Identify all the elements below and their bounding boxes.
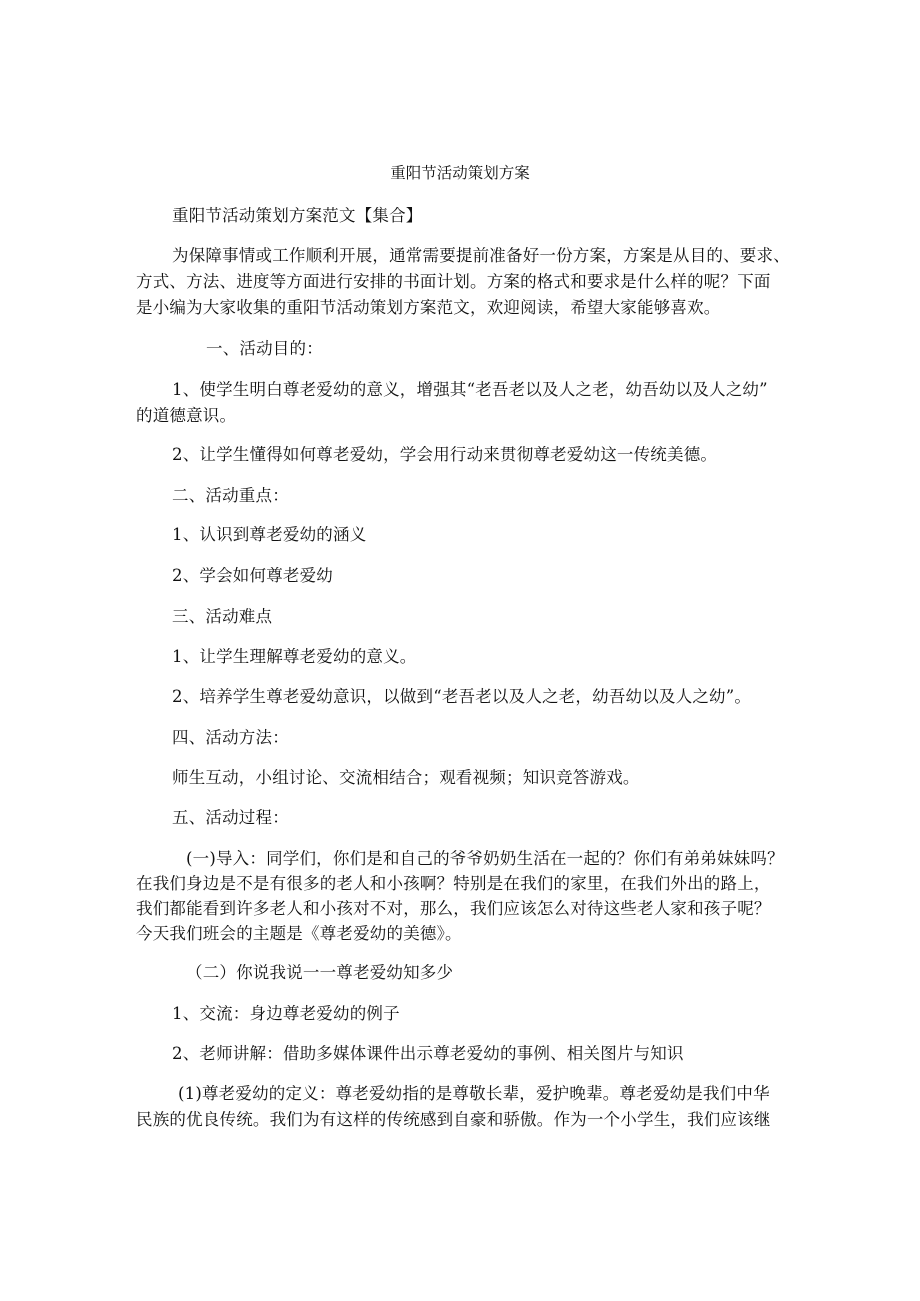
intro-line-1: 为保障事情或工作顺利开展，通常需要提前准备好一份方案，方案是从目的、要求、	[172, 246, 790, 265]
paragraph-line: 2、老师讲解：借助多媒体课件出示尊老爱幼的事例、相关图片与知识	[172, 1044, 684, 1063]
paragraph-line: 我们都能看到许多老人和小孩对不对，那么，我们应该怎么对待这些老人家和孩子呢？	[136, 899, 771, 918]
paragraph-line: 民族的优良传统。我们为有这样的传统感到自豪和骄傲。作为一个小学生，我们应该继	[136, 1110, 771, 1129]
paragraph-line: 1、让学生理解尊老爱幼的意义。	[172, 647, 417, 666]
paragraph-line: 2、让学生懂得如何尊老爱幼，学会用行动来贯彻尊老爱幼这一传统美德。	[172, 445, 718, 464]
intro-line-2: 方式、方法、进度等方面进行安排的书面计划。方案的格式和要求是什么样的呢？下面	[136, 272, 771, 291]
section-heading-4: 四、活动方法：	[172, 728, 289, 747]
document-title: 重阳节活动策划方案	[390, 164, 530, 182]
paragraph-line: 在我们身边是不是有很多的老人和小孩啊？特别是在我们的家里，在我们外出的路上，	[136, 874, 771, 893]
paragraph-line: (1)尊老爱幼的定义：尊老爱幼指的是尊敬长辈，爱护晚辈。尊老爱幼是我们中华	[178, 1084, 770, 1103]
section-heading-3: 三、活动难点	[172, 607, 273, 626]
paragraph-line: 1、交流：身边尊老爱幼的例子	[172, 1004, 400, 1023]
subtitle-line: 重阳节活动策划方案范文【集合】	[172, 206, 423, 225]
paragraph-line: 2、学会如何尊老爱幼	[172, 566, 333, 585]
subsection-heading: （二）你说我说一一尊老爱幼知多少	[186, 963, 454, 982]
section-heading-5: 五、活动过程：	[172, 808, 289, 827]
paragraph-line: 师生互动，小组讨论、交流相结合；观看视频；知识竞答游戏。	[172, 768, 640, 787]
paragraph-line: 的道德意识。	[136, 406, 237, 425]
paragraph-line: 今天我们班会的主题是《尊老爱幼的美德》。	[136, 924, 462, 943]
paragraph-line: 1、认识到尊老爱幼的涵义	[172, 525, 367, 544]
section-heading-2: 二、活动重点：	[172, 486, 289, 505]
intro-line-3: 是小编为大家收集的重阳节活动策划方案范文，欢迎阅读，希望大家能够喜欢。	[136, 298, 721, 317]
paragraph-line: 1、使学生明白尊老爱幼的意义，增强其“老吾老以及人之老，幼吾幼以及人之幼”	[172, 380, 768, 399]
paragraph-line: (一)导入：同学们，你们是和自己的爷爷奶奶生活在一起的？你们有弟弟妹妹吗？	[186, 849, 784, 868]
paragraph-line: 2、培养学生尊老爱幼意识，以做到“老吾老以及人之老，幼吾幼以及人之幼”。	[172, 687, 752, 706]
section-heading-1: 一、活动目的：	[206, 339, 323, 358]
